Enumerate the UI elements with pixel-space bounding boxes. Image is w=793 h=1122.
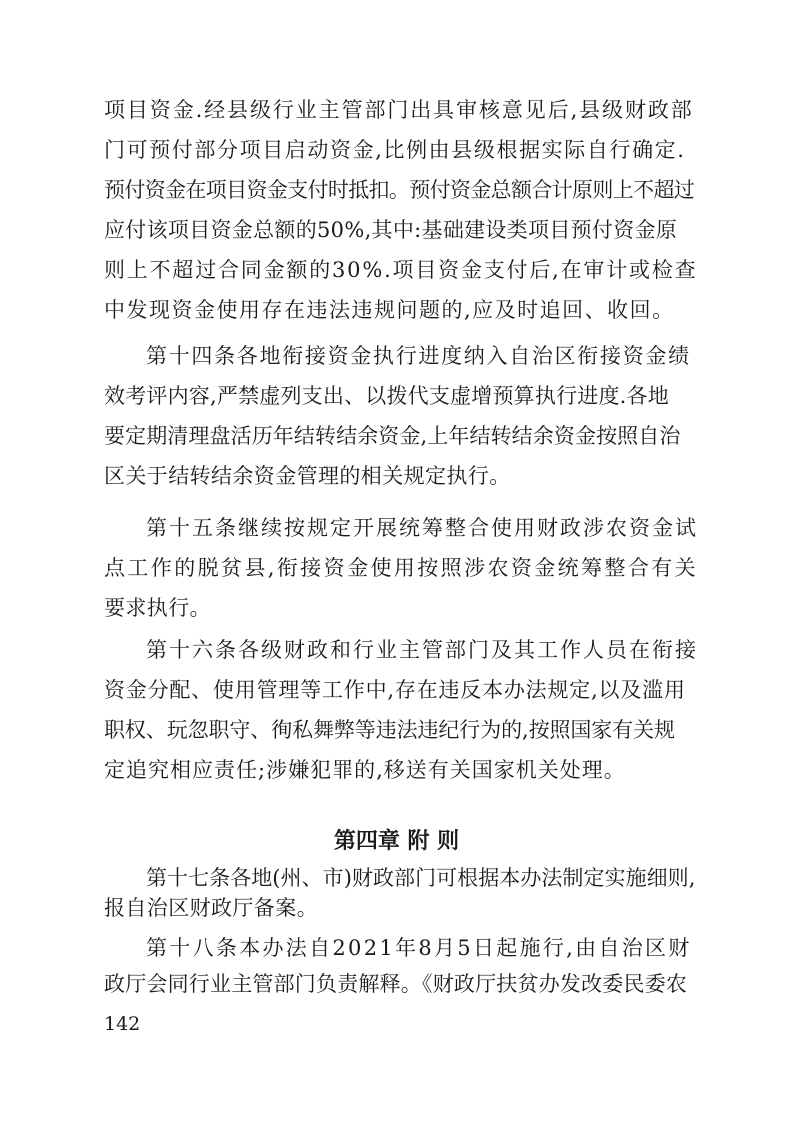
paragraph-1-line-6: 中发现资金使用存在违法违规问题的,应及时追回、收回。 — [104, 298, 675, 322]
page-number: 142 — [104, 1013, 141, 1035]
article-18-line-1: 第十八条本办法自2021年8月5日起施行,由自治区财 — [146, 936, 692, 960]
article-16-line-4: 定追究相应责任;涉嫌犯罪的,移送有关国家机关处理。 — [104, 758, 626, 782]
paragraph-1-line-5: 则上不超过合同金额的30%.项目资金支付后,在审计或检查 — [104, 258, 698, 282]
paragraph-1-line-4: 应付该项目资金总额的50%,其中:基础建设类项目预付资金原 — [104, 218, 678, 242]
article-16-line-1: 第十六条各级财政和行业主管部门及其工作人员在衔接 — [146, 638, 698, 662]
article-16-line-3: 职权、玩忽职守、徇私舞弊等违法违纪行为的,按照国家有关规 — [104, 718, 675, 742]
article-15-line-1: 第十五条继续按规定开展统筹整合使用财政涉农资金试 — [146, 516, 698, 540]
paragraph-1-line-2: 门可预付部分项目启动资金,比例由县级根据实际自行确定. — [104, 138, 686, 162]
article-17-line-2: 报自治区财政厅备案。 — [104, 896, 318, 920]
article-14-line-3: 要定期清理盘活历年结转结余资金,上年结转结余资金按照自治 — [104, 424, 681, 448]
article-16-line-2: 资金分配、使用管理等工作中,存在违反本办法规定,以及滥用 — [104, 678, 686, 702]
paragraph-1-line-3: 预付资金在项目资金支付时抵扣。预付资金总额合计原则上不超过 — [104, 178, 695, 202]
article-14-line-4: 区关于结转结余资金管理的相关规定执行。 — [104, 464, 511, 488]
chapter-heading: 第四章 附 则 — [333, 829, 460, 854]
article-18-line-2: 政厅会同行业主管部门负责解释。《财政厅扶贫办发改委民委农 — [104, 972, 688, 996]
article-17-line-1: 第十七条各地(州、市)财政部门可根据本办法制定实施细则, — [146, 866, 696, 890]
article-14-line-1: 第十四条各地衔接资金执行进度纳入自治区衔接资金绩 — [146, 344, 691, 368]
article-15-line-2: 点工作的脱贫县,衔接资金使用按照涉农资金统筹整合有关 — [104, 556, 699, 580]
paragraph-1-line-1: 项目资金.经县级行业主管部门出具审核意见后,县级财政部 — [104, 98, 694, 122]
article-14-line-2: 效考评内容,严禁虚列支出、以拨代支虚增预算执行进度.各地 — [104, 384, 669, 408]
article-15-line-3: 要求执行。 — [104, 596, 211, 620]
